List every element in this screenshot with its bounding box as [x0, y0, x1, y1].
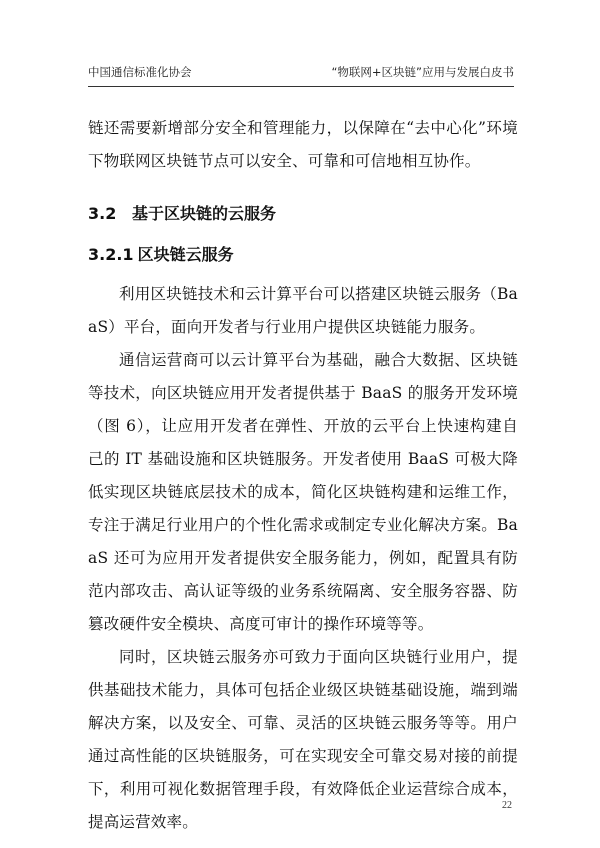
continued-paragraph: 链还需要新增部分安全和管理能力，以保障在“去中心化”环境下物联网区块链节点可以安全、可靠和可信地相互协作。 [88, 119, 518, 170]
subsection-title: 区块链云服务 [137, 245, 234, 264]
section-heading [88, 197, 518, 230]
header-document-title: “物联网+区块链”应用与发展白皮书 [331, 65, 514, 79]
page-number: 22 [502, 800, 512, 811]
body-paragraph-baas-platform: 利用区块链技术和云计算平台可以搭建区块链云服务（BaaS）平台，面向开发者与行业用户提供区块链能力服务。 [88, 285, 518, 336]
header-organization: 中国通信标准化协会 [88, 65, 192, 79]
header-divider [88, 86, 514, 87]
body-paragraph-industry-users: 同时，区块链云服务亦可致力于面向区块链行业用户，提供基础技术能力，具体可包括企业级区块链基础设施，端到端解决方案，以及安全、可靠、灵活的区块链云服务等等。用户通过高性能的区块链服务，可在实现安全可靠交易对接的前提下，利用可视化数据管理手段，有效降低企业运营综合成本，提高运营效率。 [88, 648, 518, 831]
section-title: 基于区块链的云服务 [132, 204, 277, 223]
section-number: 3.2 [88, 204, 117, 223]
page-header [88, 64, 514, 84]
page-body [88, 112, 518, 839]
subsection-number: 3.2.1 [88, 245, 134, 264]
subsection-heading [88, 238, 518, 271]
body-paragraph-operator-services: 通信运营商可以云计算平台为基础，融合大数据、区块链等技术，向区块链应用开发者提供基于 BaaS 的服务开发环境（图 6），让应用开发者在弹性、开放的云平台上快速构建自己的 IT 基础设施和区块链服务。开发者使用 BaaS 可极大降低实现区块链底层技术的成本，简化区块链构建和运维工作，专注于满足行业用户的个性化需求或制定专业化解决方案。BaaS 还可为应用开发者提供安全服务能力，例如，配置具有防范内部攻击、高认证等级的业务系统隔离、安全服务容器、防篡改硬件安全模块、高度可审计的操作环境等等。 [88, 351, 518, 633]
